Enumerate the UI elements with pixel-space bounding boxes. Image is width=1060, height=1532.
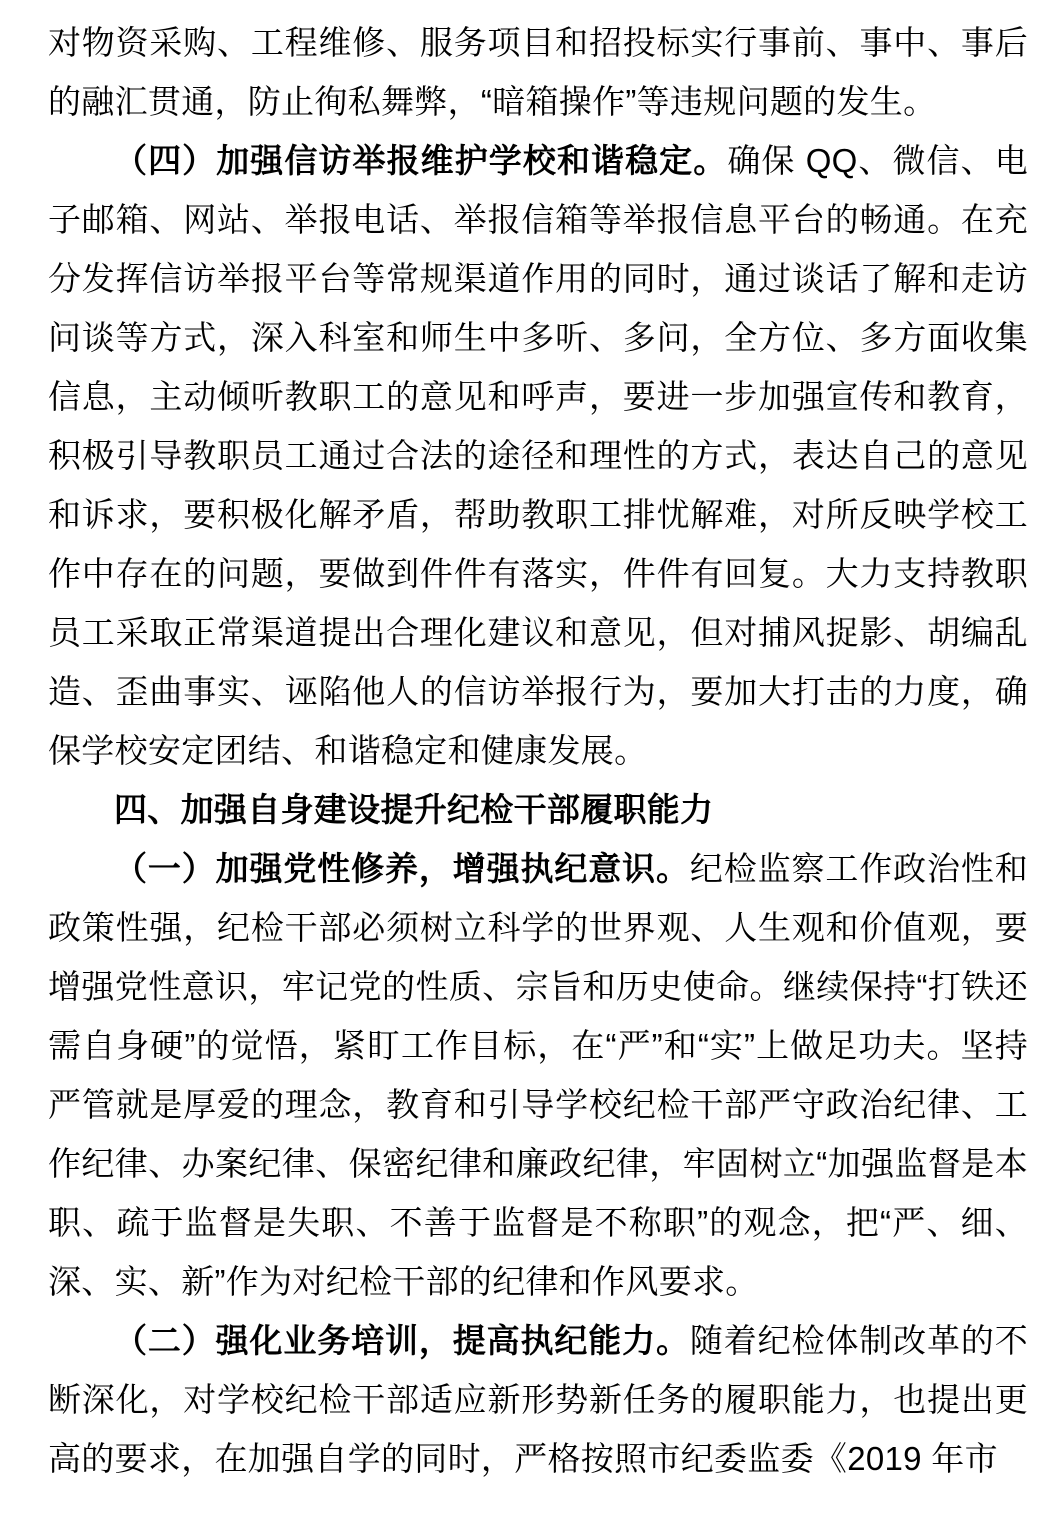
chapter-heading-text: 四、加强自身建设提升纪检干部履职能力 — [114, 791, 714, 828]
subsection-2-lead-text: （二）强化业务培训，提高执纪能力。 — [114, 1322, 690, 1359]
paragraph-subsection-2 — [48, 1311, 1028, 1488]
section-4-lead-text: （四）加强信访举报维护学校和谐稳定。 — [114, 142, 728, 179]
subsection-1-lead-text: （一）加强党性修养，增强执纪意识。 — [114, 850, 690, 887]
chapter-4-heading — [48, 780, 1028, 839]
paragraph-subsection-1 — [48, 839, 1028, 1311]
paragraph-continuation — [48, 13, 1028, 131]
paragraph-section-4 — [48, 131, 1028, 780]
paragraph-text: 纪检监察工作政治性和政策性强，纪检干部必须树立科学的世界观、人生观和价值观，要增强党性意识，牢记党的性质、宗旨和历史使命。继续保持“打铁还需自身硬”的觉悟，紧盯工作目标，在“严”和“实”上做足功夫。坚持严管就是厚爱的理念，教育和引导学校纪检干部严守政治纪律、工作纪律、办案纪律、保密纪律和廉政纪律，牢固树立“加强监督是本职、疏于监督是失职、不善于监督是不称职”的观念，把“严、细、深、实、新”作为对纪检干部的纪律和作风要求。 — [48, 850, 1028, 1300]
paragraph-text: 对物资采购、工程维修、服务项目和招投标实行事前、事中、事后的融汇贯通，防止徇私舞弊，“暗箱操作”等违规问题的发生。 — [48, 24, 1028, 120]
paragraph-text: 确保 QQ、微信、电子邮箱、网站、举报电话、举报信箱等举报信息平台的畅通。在充分发挥信访举报平台等常规渠道作用的同时，通过谈话了解和走访问谈等方式，深入科室和师生中多听、多问，全方位、多方面收集信息，主动倾听教职工的意见和呼声，要进一步加强宣传和教育，积极引导教职员工通过合法的途径和理性的方式，表达自己的意见和诉求，要积极化解矛盾，帮助教职工排忧解难，对所反映学校工作中存在的问题，要做到件件有落实，件件有回复。大力支持教职员工采取正常渠道提出合理化建议和意见，但对捕风捉影、胡编乱造、歪曲事实、诬陷他人的信访举报行为，要加大打击的力度，确保学校安定团结、和谐稳定和健康发展。 — [48, 142, 1028, 769]
paragraph-text: 随着纪检体制改革的不断深化，对学校纪检干部适应新形势新任务的履职能力，也提出更高的要求，在加强自学的同时，严格按照市纪委监委《2019 年市 — [48, 1322, 1028, 1477]
